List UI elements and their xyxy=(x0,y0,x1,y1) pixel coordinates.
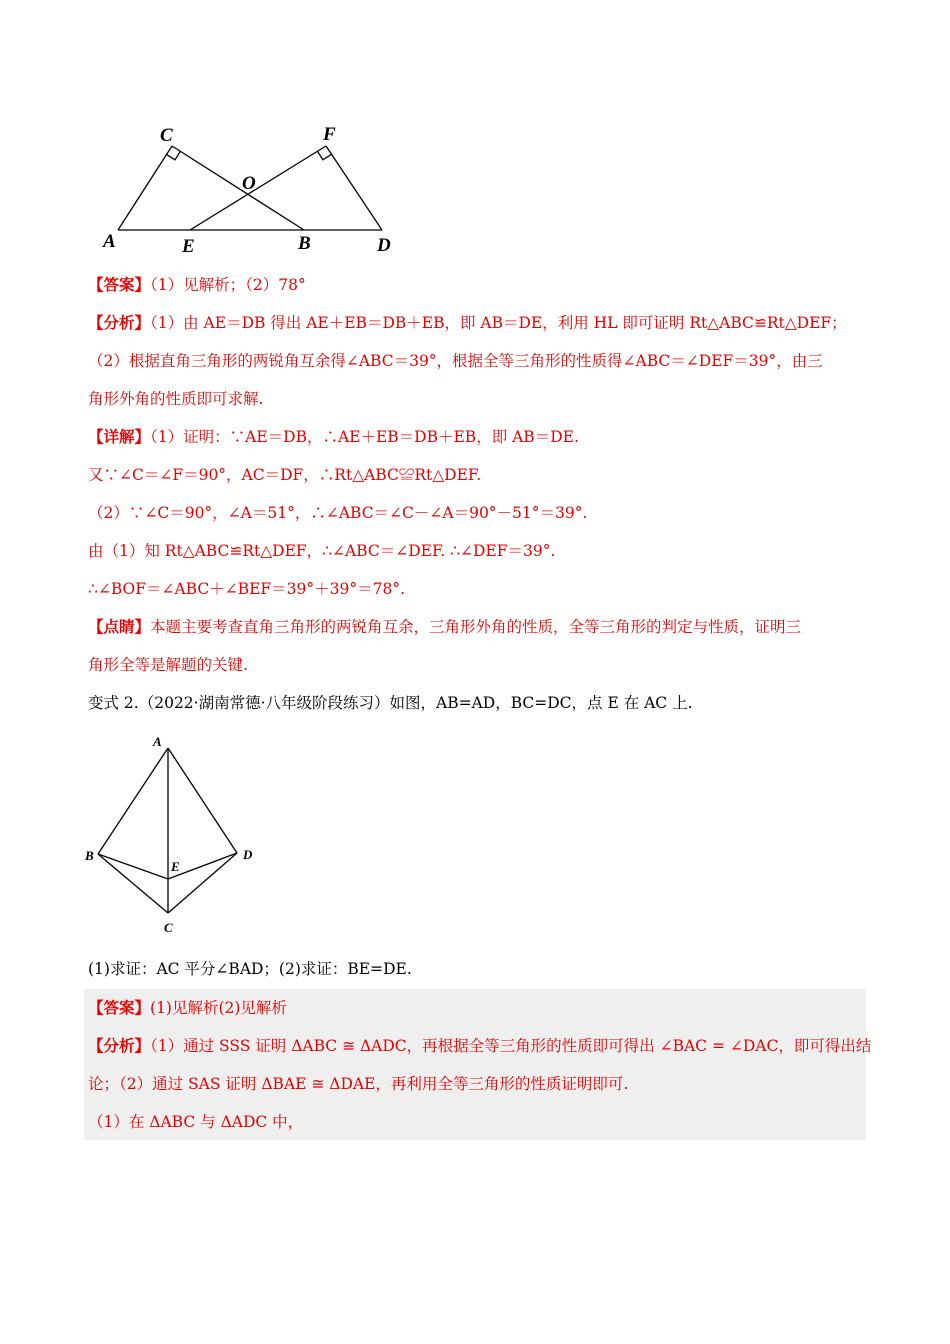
answer-tag: 【答案】 xyxy=(88,275,151,294)
detail-tag: 【详解】 xyxy=(88,427,151,446)
point-line-2: 角形全等是解题的关键. xyxy=(88,656,248,674)
point-line-1 xyxy=(88,615,878,639)
label-E: E xyxy=(171,859,180,874)
segment-CB xyxy=(172,146,304,230)
detail-text-1: （1）证明：∵AE＝DB，∴AE＋EB＝DB＋EB，即 AB＝DE. xyxy=(150,428,579,446)
q2-analysis-text-1: （1）通过 SSS 证明 ΔABC ≅ ΔADC，再根据全等三角形的性质即可得出 ∠BAC = ∠DAC，即可得出结 xyxy=(150,1037,872,1055)
segment-AB xyxy=(98,748,168,854)
q2-answer-line xyxy=(88,996,878,1020)
label-B: B xyxy=(85,848,94,863)
q2-answer-text: (1)见解析(2)见解析 xyxy=(150,999,287,1017)
point-tag: 【点睛】 xyxy=(88,617,151,636)
label-C: C xyxy=(164,920,173,935)
detail-line-5: ∴∠BOF＝∠ABC＋∠BEF＝39°＋39°＝78°. xyxy=(88,580,406,598)
figure-2-geometry xyxy=(80,730,270,940)
analysis-line-2: （2）根据直角三角形的两锐角互余得∠ABC＝39°，根据全等三角形的性质得∠ABC＝∠DEF＝39°，由三 xyxy=(88,352,823,370)
segment-BE xyxy=(98,854,168,879)
analysis-line-1 xyxy=(88,311,878,335)
label-F: F xyxy=(323,124,336,145)
analysis-text-1: （1）由 AE＝DB 得出 AE＋EB＝DB＋EB，即 AB＝DE，利用 HL 即可证明 Rt△ABC≌Rt△DEF； xyxy=(150,314,847,332)
detail-line-2: 又∵∠C＝∠F＝90°，AC＝DF，∴Rt△ABC≌Rt△DEF. xyxy=(88,466,482,484)
label-D: D xyxy=(377,235,391,256)
segment-BC xyxy=(98,854,168,913)
answer-text: （1）见解析；（2）78° xyxy=(150,276,306,294)
label-A: A xyxy=(103,231,116,252)
right-angle-mark-F xyxy=(318,151,332,159)
detail-line-3: （2）∵∠C＝90°，∠A＝51°，∴∠ABC＝∠C－∠A＝90°－51°＝39°. xyxy=(88,504,588,522)
question-2-text: (1)求证：AC 平分∠BAD；(2)求证：BE=DE. xyxy=(88,960,412,978)
label-C: C xyxy=(160,125,173,146)
question-2-intro: 变式 2.（2022·湖南常德·八年级阶段练习）如图，AB=AD，BC=DC，点 E 在 AC 上. xyxy=(88,694,693,712)
analysis-line-3: 角形外角的性质即可求解. xyxy=(88,390,264,408)
segment-AC xyxy=(118,146,172,230)
q2-analysis-tag: 【分析】 xyxy=(88,1036,151,1055)
q2-analysis-line-1 xyxy=(88,1034,878,1058)
figure-1-geometry xyxy=(96,118,406,260)
segment-FD xyxy=(326,146,382,230)
answer-line xyxy=(88,273,878,297)
detail-line-4: 由（1）知 Rt△ABC≌Rt△DEF，∴∠ABC＝∠DEF. ∴∠DEF＝39°. xyxy=(88,542,556,560)
detail-line-1 xyxy=(88,425,878,449)
q2-analysis-line-2: 论；（2）通过 SAS 证明 ΔBAE ≅ ΔDAE，再利用全等三角形的性质证明即可. xyxy=(88,1075,629,1093)
q2-answer-tag: 【答案】 xyxy=(88,998,151,1017)
segment-EF xyxy=(190,146,326,230)
segment-AD xyxy=(168,748,237,853)
label-B: B xyxy=(298,233,311,254)
label-O: O xyxy=(242,173,256,194)
analysis-tag: 【分析】 xyxy=(88,313,151,332)
label-D: D xyxy=(243,847,253,862)
right-angle-mark-C xyxy=(167,151,181,159)
label-A: A xyxy=(153,734,162,749)
point-text-1: 本题主要考查直角三角形的两锐角互余，三角形外角的性质，全等三角形的判定与性质，证明三 xyxy=(150,618,802,636)
q2-analysis-line-3: （1）在 ΔABC 与 ΔADC 中， xyxy=(88,1113,304,1131)
label-E: E xyxy=(182,236,195,257)
